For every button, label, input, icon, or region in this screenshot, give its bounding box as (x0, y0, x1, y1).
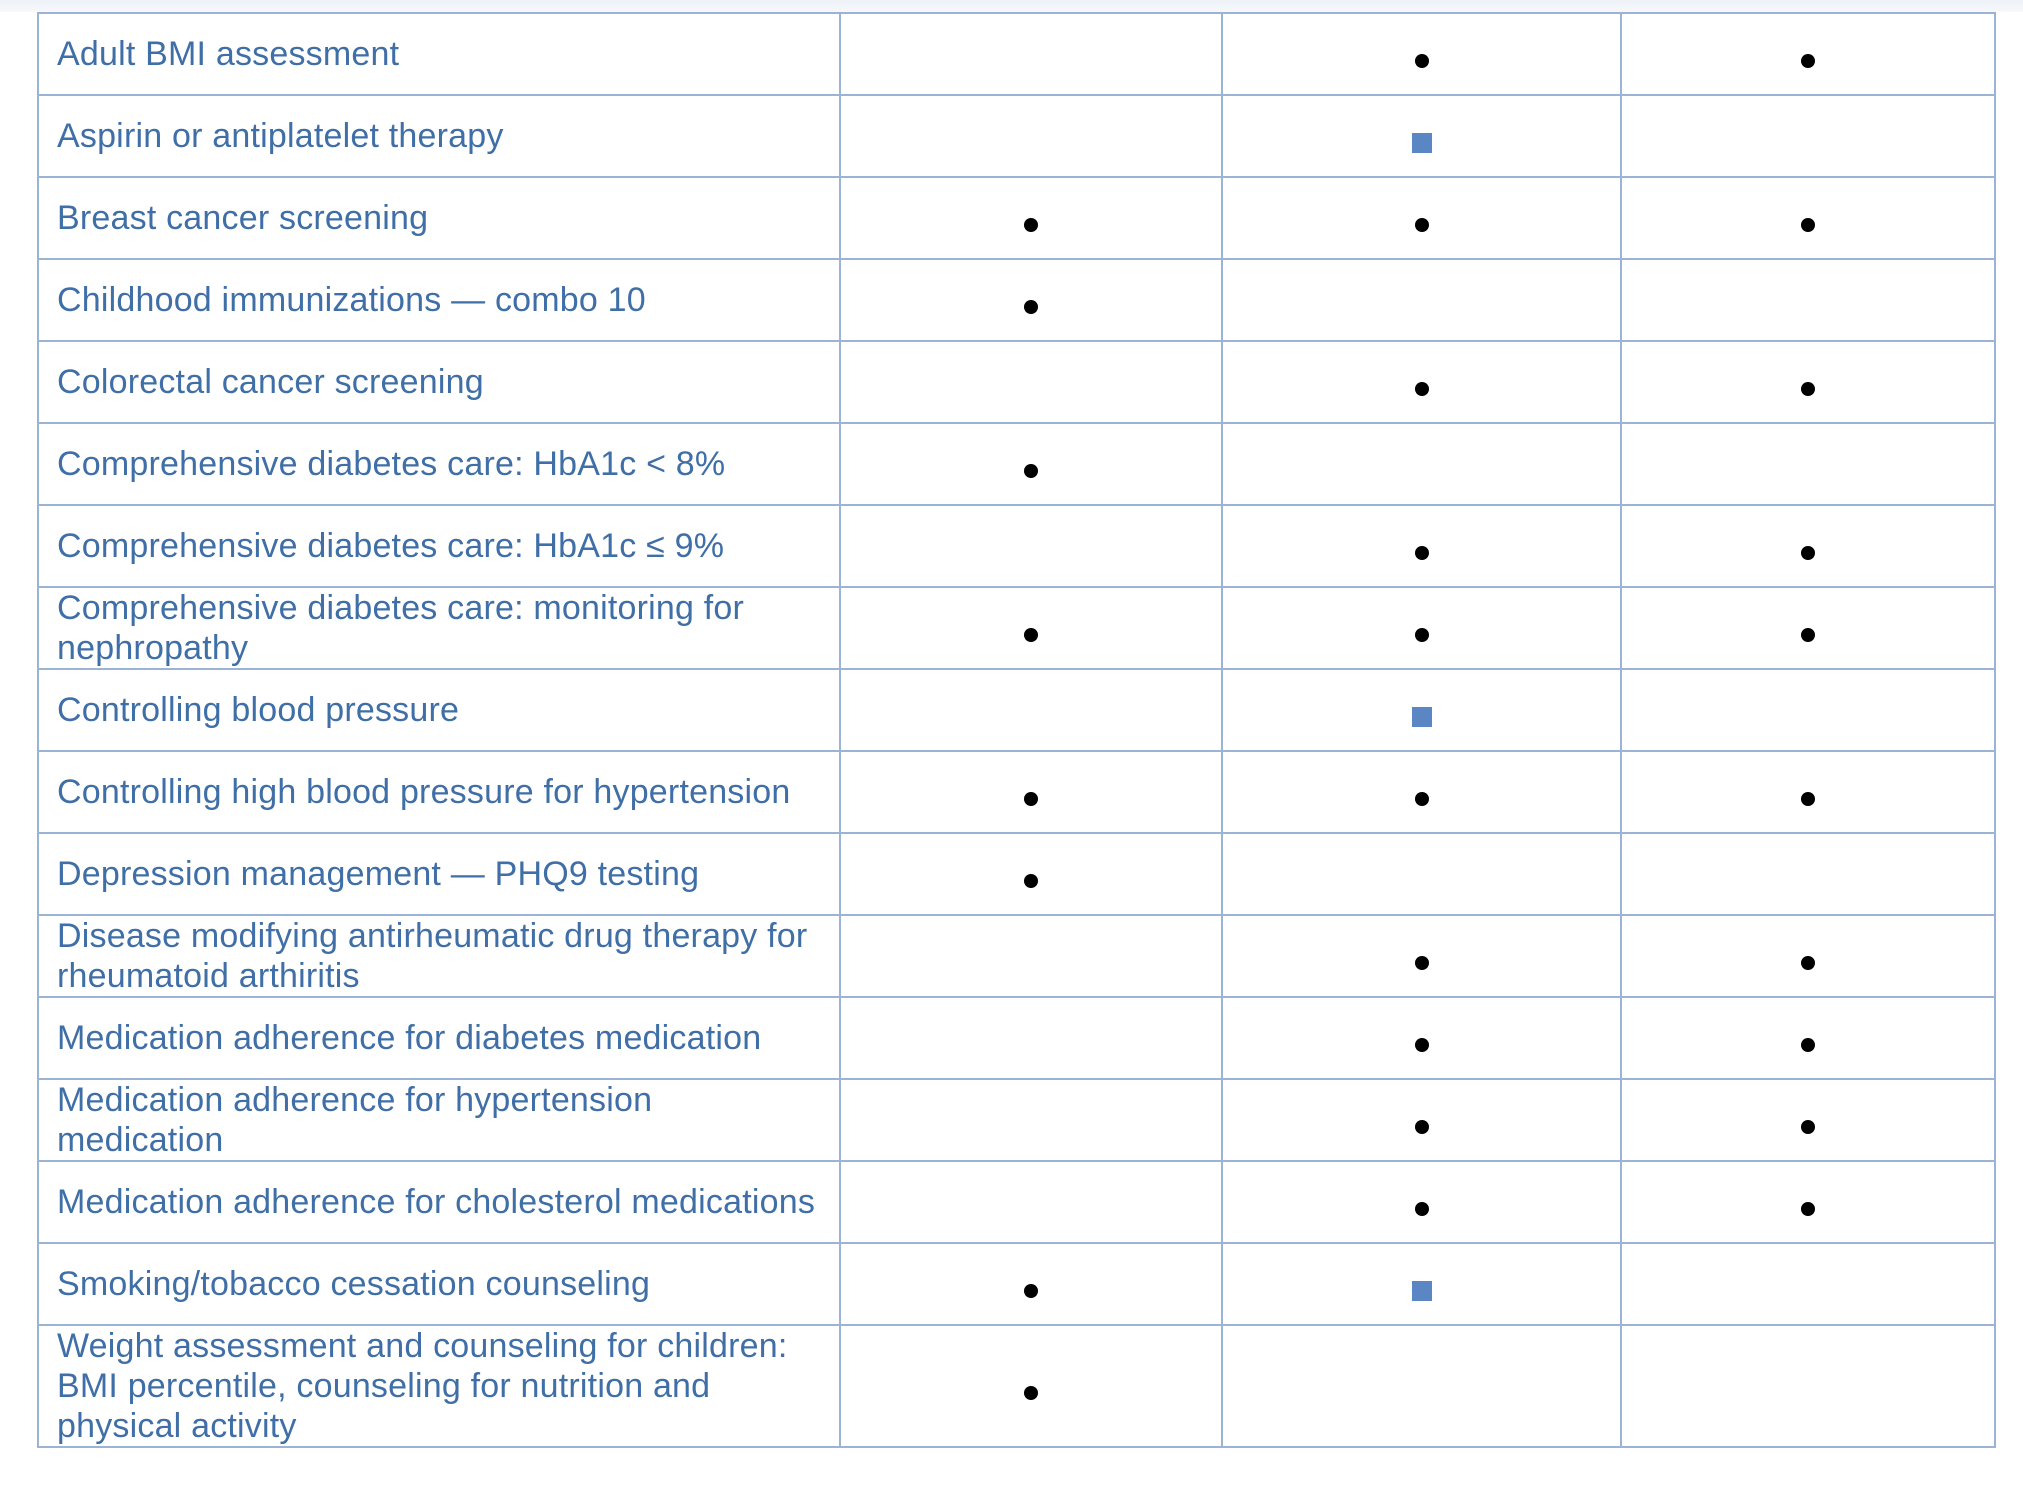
mark-cell-col-1 (840, 669, 1222, 751)
mark-cell-col-2 (1222, 587, 1621, 669)
bullet-dot-icon (1801, 628, 1815, 642)
measure-name: Controlling high blood pressure for hypertension (38, 751, 840, 833)
table-row (38, 751, 1995, 833)
mark-cell-col-3 (1621, 423, 1995, 505)
mark-cell-col-1 (840, 259, 1222, 341)
table-row (38, 177, 1995, 259)
bullet-dot-icon (1024, 874, 1038, 888)
measure-name: Comprehensive diabetes care: HbA1c < 8% (38, 423, 840, 505)
blue-square-icon (1412, 133, 1432, 153)
table-body (38, 13, 1995, 1447)
table-row (38, 587, 1995, 669)
measure-name: Breast cancer screening (38, 177, 840, 259)
mark-cell-col-1 (840, 341, 1222, 423)
bullet-dot-icon (1415, 792, 1429, 806)
mark-cell-col-2 (1222, 751, 1621, 833)
measure-name: Medication adherence for diabetes medication (38, 997, 840, 1079)
mark-cell-col-3 (1621, 1079, 1995, 1161)
bullet-dot-icon (1801, 382, 1815, 396)
mark-cell-col-3 (1621, 177, 1995, 259)
mark-cell-col-3 (1621, 915, 1995, 997)
mark-cell-col-1 (840, 1243, 1222, 1325)
bullet-dot-icon (1024, 628, 1038, 642)
mark-cell-col-3 (1621, 997, 1995, 1079)
table-row (38, 997, 1995, 1079)
measure-name: Medication adherence for hypertension medication (38, 1079, 840, 1161)
mark-cell-col-1 (840, 423, 1222, 505)
mark-cell-col-3 (1621, 1243, 1995, 1325)
table-row (38, 13, 1995, 95)
table-row (38, 833, 1995, 915)
measure-name: Weight assessment and counseling for children: BMI percentile, counseling for nutrition and physical activity (38, 1325, 840, 1447)
mark-cell-col-1 (840, 13, 1222, 95)
measure-name: Smoking/tobacco cessation counseling (38, 1243, 840, 1325)
mark-cell-col-2 (1222, 997, 1621, 1079)
bullet-dot-icon (1415, 218, 1429, 232)
table-row (38, 669, 1995, 751)
measure-name: Comprehensive diabetes care: HbA1c ≤ 9% (38, 505, 840, 587)
mark-cell-col-1 (840, 95, 1222, 177)
mark-cell-col-3 (1621, 259, 1995, 341)
table-row (38, 915, 1995, 997)
mark-cell-col-3 (1621, 751, 1995, 833)
mark-cell-col-2 (1222, 669, 1621, 751)
bullet-dot-icon (1801, 1120, 1815, 1134)
bullet-dot-icon (1024, 1386, 1038, 1400)
mark-cell-col-1 (840, 1325, 1222, 1447)
bullet-dot-icon (1801, 792, 1815, 806)
mark-cell-col-1 (840, 833, 1222, 915)
mark-cell-col-3 (1621, 505, 1995, 587)
bullet-dot-icon (1415, 54, 1429, 68)
bullet-dot-icon (1801, 546, 1815, 560)
mark-cell-col-3 (1621, 95, 1995, 177)
table-row (38, 1243, 1995, 1325)
measure-name: Adult BMI assessment (38, 13, 840, 95)
bullet-dot-icon (1024, 792, 1038, 806)
bullet-dot-icon (1024, 218, 1038, 232)
blue-square-icon (1412, 1281, 1432, 1301)
bullet-dot-icon (1415, 628, 1429, 642)
top-strip (0, 0, 2023, 12)
mark-cell-col-3 (1621, 1161, 1995, 1243)
bullet-dot-icon (1415, 1202, 1429, 1216)
table-row (38, 1161, 1995, 1243)
mark-cell-col-3 (1621, 587, 1995, 669)
mark-cell-col-1 (840, 587, 1222, 669)
mark-cell-col-3 (1621, 833, 1995, 915)
bullet-dot-icon (1024, 300, 1038, 314)
table-row (38, 1325, 1995, 1447)
mark-cell-col-2 (1222, 1079, 1621, 1161)
bullet-dot-icon (1801, 54, 1815, 68)
mark-cell-col-2 (1222, 177, 1621, 259)
table-row (38, 341, 1995, 423)
bullet-dot-icon (1801, 1038, 1815, 1052)
measure-name: Childhood immunizations — combo 10 (38, 259, 840, 341)
mark-cell-col-1 (840, 997, 1222, 1079)
measure-name: Medication adherence for cholesterol medications (38, 1161, 840, 1243)
mark-cell-col-3 (1621, 669, 1995, 751)
bullet-dot-icon (1415, 956, 1429, 970)
measure-name: Disease modifying antirheumatic drug therapy for rheumatoid arthiritis (38, 915, 840, 997)
mark-cell-col-1 (840, 177, 1222, 259)
mark-cell-col-2 (1222, 259, 1621, 341)
bullet-dot-icon (1024, 464, 1038, 478)
mark-cell-col-2 (1222, 1325, 1621, 1447)
quality-measures-table (37, 12, 1996, 1448)
mark-cell-col-2 (1222, 13, 1621, 95)
mark-cell-col-2 (1222, 423, 1621, 505)
measure-name: Colorectal cancer screening (38, 341, 840, 423)
mark-cell-col-2 (1222, 833, 1621, 915)
table-row (38, 1079, 1995, 1161)
blue-square-icon (1412, 707, 1432, 727)
bullet-dot-icon (1415, 1120, 1429, 1134)
bullet-dot-icon (1801, 218, 1815, 232)
mark-cell-col-1 (840, 751, 1222, 833)
table-row (38, 259, 1995, 341)
mark-cell-col-2 (1222, 505, 1621, 587)
bullet-dot-icon (1415, 382, 1429, 396)
mark-cell-col-3 (1621, 1325, 1995, 1447)
table-row (38, 95, 1995, 177)
bullet-dot-icon (1415, 1038, 1429, 1052)
measure-name: Comprehensive diabetes care: monitoring for nephropathy (38, 587, 840, 669)
bullet-dot-icon (1801, 956, 1815, 970)
mark-cell-col-1 (840, 1161, 1222, 1243)
mark-cell-col-2 (1222, 341, 1621, 423)
mark-cell-col-3 (1621, 341, 1995, 423)
mark-cell-col-2 (1222, 915, 1621, 997)
mark-cell-col-1 (840, 1079, 1222, 1161)
mark-cell-col-2 (1222, 1243, 1621, 1325)
bullet-dot-icon (1415, 546, 1429, 560)
bullet-dot-icon (1024, 1284, 1038, 1298)
mark-cell-col-2 (1222, 1161, 1621, 1243)
mark-cell-col-1 (840, 505, 1222, 587)
measure-name: Controlling blood pressure (38, 669, 840, 751)
mark-cell-col-3 (1621, 13, 1995, 95)
table-row (38, 423, 1995, 505)
measure-name: Aspirin or antiplatelet therapy (38, 95, 840, 177)
mark-cell-col-1 (840, 915, 1222, 997)
measure-name: Depression management — PHQ9 testing (38, 833, 840, 915)
mark-cell-col-2 (1222, 95, 1621, 177)
table-row (38, 505, 1995, 587)
bullet-dot-icon (1801, 1202, 1815, 1216)
